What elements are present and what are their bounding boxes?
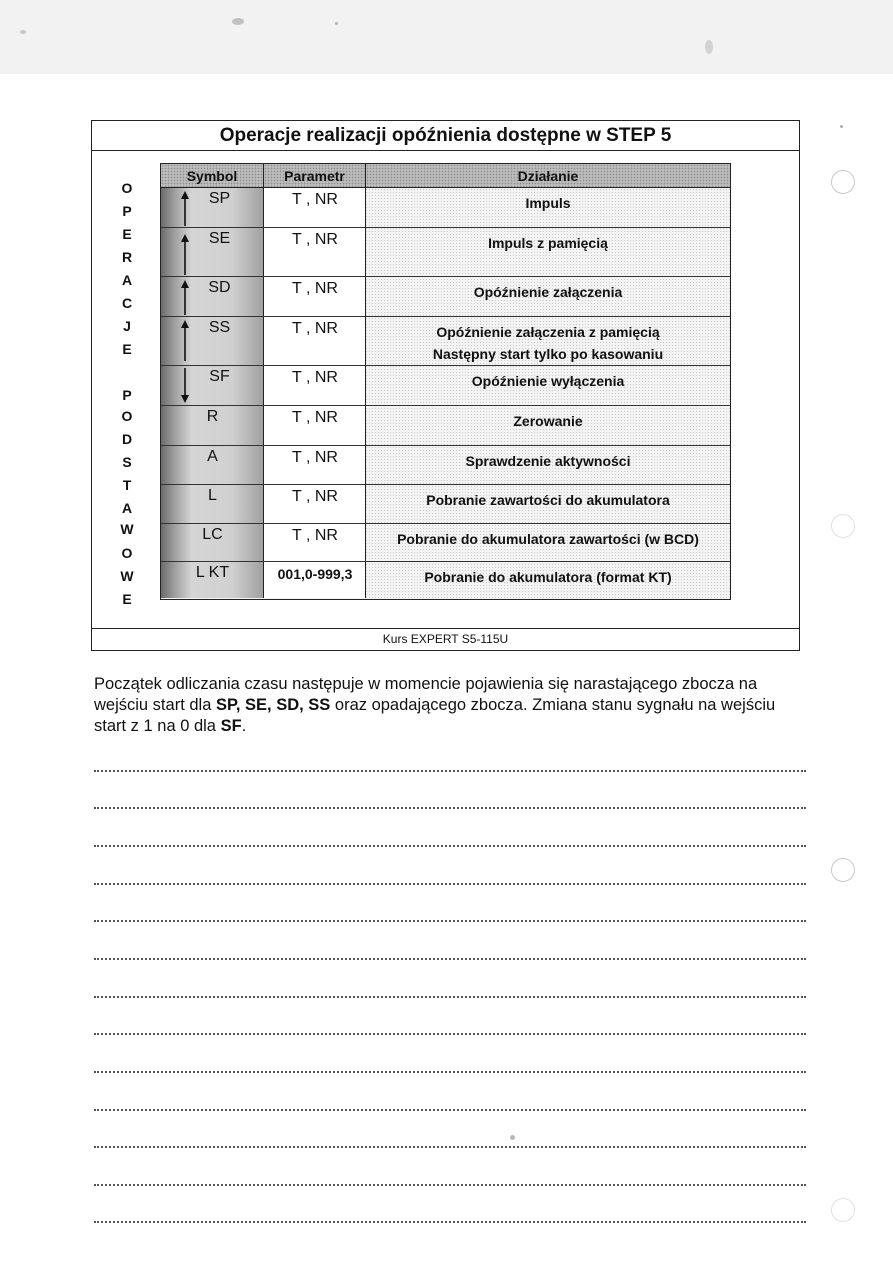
header-dzialanie: Działanie <box>366 164 730 188</box>
table-row <box>161 524 730 562</box>
vertical-letter: O <box>121 180 133 196</box>
scan-speck <box>840 125 843 128</box>
symbol-cell <box>161 562 264 598</box>
action-text: Sprawdzenie aktywności <box>465 453 631 469</box>
symbol-cell <box>161 228 264 276</box>
symbol-cell <box>161 446 264 484</box>
punch-hole <box>831 170 855 194</box>
punch-hole <box>831 858 855 882</box>
table-row <box>161 366 730 406</box>
table-row <box>161 317 730 366</box>
vertical-letter: O <box>121 408 133 424</box>
vertical-letter: J <box>123 318 131 334</box>
vertical-letter: D <box>121 431 133 447</box>
vertical-letter: E <box>122 226 132 242</box>
param-text: T , NR <box>292 369 338 386</box>
param-cell <box>264 317 366 365</box>
writing-line <box>94 1184 806 1186</box>
writing-line <box>94 958 806 960</box>
param-cell <box>264 485 366 523</box>
param-cell <box>264 277 366 316</box>
vertical-letter: S <box>122 454 132 470</box>
scan-speck <box>20 30 26 34</box>
symbol-cell <box>161 406 264 445</box>
writing-line <box>94 883 806 885</box>
symbol-cell <box>161 524 264 561</box>
symbol-text: L KT <box>195 564 230 581</box>
figure-footer: Kurs EXPERT S5-115U <box>92 628 799 650</box>
action-text: Zerowanie <box>513 413 583 429</box>
symbol-text: SE <box>208 230 231 247</box>
header-parametr: Parametr <box>264 164 366 188</box>
vertical-letter: A <box>121 500 133 516</box>
scan-top-margin <box>0 0 893 74</box>
writing-line <box>94 920 806 922</box>
vertical-letter: E <box>122 341 132 357</box>
symbol-cell <box>161 485 264 523</box>
figure-title: Operacje realizacji opóźnienia dostępne w STEP 5 <box>92 121 799 151</box>
param-text: T , NR <box>292 280 338 297</box>
scan-speck <box>335 22 338 25</box>
vertical-letter: O <box>121 545 133 561</box>
symbol-cell <box>161 277 264 316</box>
scan-speck <box>510 1135 515 1140</box>
vertical-letter: W <box>120 521 134 537</box>
table-row <box>161 277 730 317</box>
param-cell <box>264 524 366 561</box>
vertical-letter: A <box>121 272 133 288</box>
paragraph-text: Początek odliczania czasu następuje w momencie pojawienia się narastającego zbocza na wejściu start dla <box>94 675 758 714</box>
table-row <box>161 485 730 524</box>
action-cell <box>366 366 730 405</box>
action-text: Pobranie zawartości do akumulatora <box>426 492 670 508</box>
vertical-letter: C <box>121 295 133 311</box>
writing-line <box>94 996 806 998</box>
param-text: T , NR <box>292 320 338 337</box>
timer-operations-table <box>160 163 731 600</box>
action-cell <box>366 485 730 523</box>
symbol-text: SF <box>209 368 230 385</box>
writing-line <box>94 1109 806 1111</box>
writing-line <box>94 807 806 809</box>
table-row <box>161 188 730 228</box>
action-cell <box>366 562 730 598</box>
table-row <box>161 228 730 277</box>
writing-line <box>94 1071 806 1073</box>
scan-speck <box>705 40 713 54</box>
writing-line <box>94 1033 806 1035</box>
action-cell <box>366 228 730 276</box>
action-cell <box>366 317 730 365</box>
action-text: Opóźnienie załączenia z pamięcią <box>436 324 660 340</box>
symbol-cell <box>161 317 264 365</box>
paragraph-bold-ops: SP, SE, SD, SS <box>215 696 331 714</box>
param-cell <box>264 406 366 445</box>
param-cell <box>264 562 366 598</box>
symbol-text: R <box>206 408 219 425</box>
table-row <box>161 562 730 598</box>
vertical-letter: T <box>122 477 132 493</box>
table-row <box>161 446 730 485</box>
param-text: T , NR <box>292 231 338 248</box>
writing-line <box>94 770 806 772</box>
param-text: T , NR <box>292 449 338 466</box>
param-cell <box>264 366 366 405</box>
action-text: Opóźnienie wyłączenia <box>471 373 625 389</box>
param-text: T , NR <box>292 191 338 208</box>
action-cell <box>366 446 730 484</box>
action-cell <box>366 524 730 561</box>
punch-hole <box>831 1198 855 1222</box>
action-text: Pobranie do akumulatora (format KT) <box>424 569 672 585</box>
action-text: Pobranie do akumulatora zawartości (w BCD) <box>397 531 699 547</box>
action-text: Opóźnienie załączenia <box>473 284 623 300</box>
symbol-text: A <box>207 448 218 465</box>
scan-speck <box>232 18 244 25</box>
symbol-cell <box>161 366 264 405</box>
vertical-letter: W <box>120 568 134 584</box>
symbol-cell <box>161 188 264 227</box>
symbol-text: SP <box>208 190 231 207</box>
action-cell <box>366 188 730 227</box>
param-cell <box>264 188 366 227</box>
param-text: 001,0-999,3 <box>277 566 353 582</box>
action-text-line2: Następny start tylko po kasowaniu <box>432 346 664 362</box>
paragraph-bold-sf: SF <box>220 717 242 735</box>
writing-line <box>94 1146 806 1148</box>
vertical-letter: R <box>121 249 133 265</box>
vertical-letter: P <box>122 387 132 403</box>
description-paragraph <box>94 674 806 737</box>
vertical-letter: P <box>122 203 132 219</box>
paragraph-text: oraz opadającego zbocza. Zmiana stanu sygnału na wejściu start z 1 na 0 dla <box>94 696 776 735</box>
param-cell <box>264 228 366 276</box>
action-text: Impuls z pamięcią <box>488 235 608 251</box>
table-row <box>161 406 730 446</box>
header-symbol: Symbol <box>161 164 264 188</box>
writing-line <box>94 1221 806 1223</box>
action-cell <box>366 277 730 316</box>
param-text: T , NR <box>292 527 338 544</box>
param-text: T , NR <box>292 488 338 505</box>
punch-hole <box>831 514 855 538</box>
paragraph-text: . <box>241 717 247 735</box>
writing-line <box>94 845 806 847</box>
param-cell <box>264 446 366 484</box>
symbol-text: LC <box>202 526 223 543</box>
param-text: T , NR <box>292 409 338 426</box>
symbol-text: SD <box>208 279 231 296</box>
vertical-letter: E <box>122 591 132 607</box>
symbol-text: SS <box>208 319 231 336</box>
symbol-text: L <box>208 487 217 504</box>
action-text: Impuls <box>525 195 571 211</box>
action-cell <box>366 406 730 445</box>
